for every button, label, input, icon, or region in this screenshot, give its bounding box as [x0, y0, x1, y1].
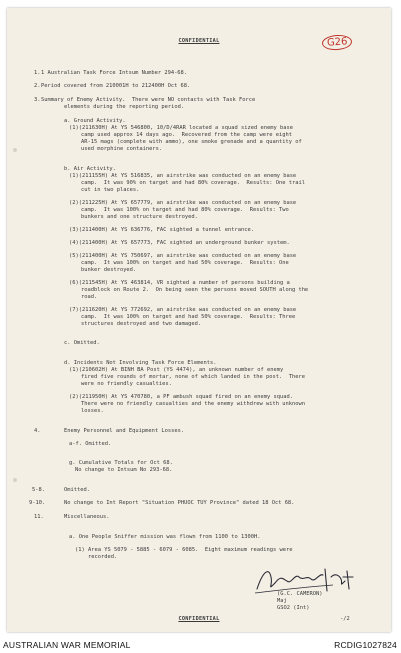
text-line: g. Cumulative Totals for Oct 68. — [69, 460, 173, 466]
text-line: d. Incidents Not Involving Task Force Elements. — [64, 360, 217, 366]
text-line: No change to Int Report "Situation PHUOC TUY Province" dated 18 Oct 68. — [64, 500, 295, 506]
paragraph-number: 9-10. — [29, 500, 46, 506]
text-line: (2)(211225H) At YS 657779, an airstrike was conducted on an enemy base — [69, 200, 297, 206]
text-line: a-f. Omitted. — [69, 441, 112, 447]
signature-block — [277, 591, 322, 612]
text-line: (1)(210602H) At BINH BA Post (YS 4474), an unknown number of enemy — [69, 367, 284, 373]
paragraph-number: 5-8. — [32, 487, 45, 493]
text-line: fired five rounds of mortar, none of which landed in the post. There — [81, 374, 305, 380]
text-line: recorded. — [88, 554, 118, 560]
paragraph-number: 11. — [34, 514, 44, 520]
text-line: were no friendly casualties. — [81, 381, 172, 387]
text-line: road. — [81, 294, 98, 300]
text-line: (2)(211950H) At YS 470780, a PF ambush squad fired on an enemy squad. — [69, 394, 293, 400]
text-line: Miscellaneous. — [64, 514, 110, 520]
punch-hole — [13, 148, 17, 152]
text-line: c. Omitted. — [64, 340, 100, 346]
text-line: (7)(211620H) At YS 772692, an airstrike was conducted on an enemy base — [69, 307, 297, 313]
text-line: (6)(211545H) At YS 463814, VR sighted a number of persons building a — [69, 280, 290, 286]
page-continuation-marker: -/2 — [340, 616, 350, 622]
paragraph-number: 4. — [34, 428, 41, 434]
text-line: Period covered from 210001H to 212400H Oct 68. — [41, 83, 191, 89]
footer-classification: CONFIDENTIAL — [178, 616, 220, 622]
header-classification: CONFIDENTIAL — [178, 38, 220, 44]
text-line: (1)(211630H) At YS 546800, 10/D/4RAR located a squad sized enemy base — [69, 125, 293, 131]
text-line: AR-15 mags (complete with ammo), one smoke grenade and a quantity of — [81, 139, 302, 145]
text-line: structures destroyed and two damaged. — [81, 321, 202, 327]
text-line: used morphine containers. — [81, 146, 163, 152]
text-line: There were no friendly casualties and the enemy withdrew with unknown — [81, 401, 305, 407]
archive-caption: AUSTRALIAN WAR MEMORIAL — [3, 640, 131, 650]
text-line: camp. It was 100% on target and had 50% coverage. Results: One — [81, 260, 289, 266]
text-line: (1) Area YS 5079 - 5885 - 6079 - 6085. Eight maximum readings were — [75, 547, 293, 553]
signatory-rank: Maj — [277, 598, 287, 604]
text-line: camp. It was 100% on target and had 50% coverage. Results: Three — [81, 314, 296, 320]
text-line: No change to Intsum No 293-68. — [75, 467, 173, 473]
text-line: losses. — [81, 408, 104, 414]
text-line: (5)(211400H) At YS 750697, an airstrike was conducted on an enemy base — [69, 253, 297, 259]
text-line: Omitted. — [64, 487, 90, 493]
document-page — [7, 8, 391, 632]
text-line: bunker destroyed. — [81, 267, 137, 273]
signatory-name: (G.C. CAMERON) — [277, 591, 323, 597]
text-line: Enemy Personnel and Equipment Losses. — [64, 428, 185, 434]
text-line: (3)(211400H) At YS 636776, FAC sighted a tunnel entrance. — [69, 227, 254, 233]
punch-hole — [13, 478, 17, 482]
signatory-appointment: GSO2 (Int) — [277, 605, 310, 611]
text-line: camp. It was 100% on target and had 80% coverage. Results: Two — [81, 207, 289, 213]
text-line: b. Air Activity. — [64, 166, 116, 172]
record-id: RCDIG1027824 — [334, 640, 397, 650]
paragraph-number: 1. — [34, 70, 41, 76]
text-line: (4)(211400H) At YS 657773, FAC sighted an underground bunker system. — [69, 240, 290, 246]
text-line: camp. It was 90% on target and had 80% coverage. Results: One trail — [81, 180, 305, 186]
text-line: cut in two places. — [81, 187, 140, 193]
text-line: elements during the reporting period. — [64, 104, 185, 110]
text-line: bunkers and one structure destroyed. — [81, 214, 198, 220]
text-line: (1)(211155H) At YS 516835, an airstrike was conducted on an enemy base — [69, 173, 297, 179]
text-line: roadblock on Route 2. On being seen the persons moved SOUTH along the — [81, 287, 309, 293]
text-line: a. One People Sniffer mission was flown from 1100 to 1300H. — [69, 534, 261, 540]
text-line: Summary of Enemy Activity. There were NO contacts with Task Force — [41, 97, 256, 103]
paragraph-number: 3. — [34, 97, 41, 103]
paragraph-number: 2. — [34, 83, 41, 89]
text-line: a. Ground Activity. — [64, 118, 126, 124]
reference-stamp: G26 — [322, 34, 353, 51]
text-line: camp used approx 14 days ago. Recovered from the camp were eight — [81, 132, 292, 138]
text-line: 1 Australian Task Force Intsum Number 294-68. — [41, 70, 188, 76]
